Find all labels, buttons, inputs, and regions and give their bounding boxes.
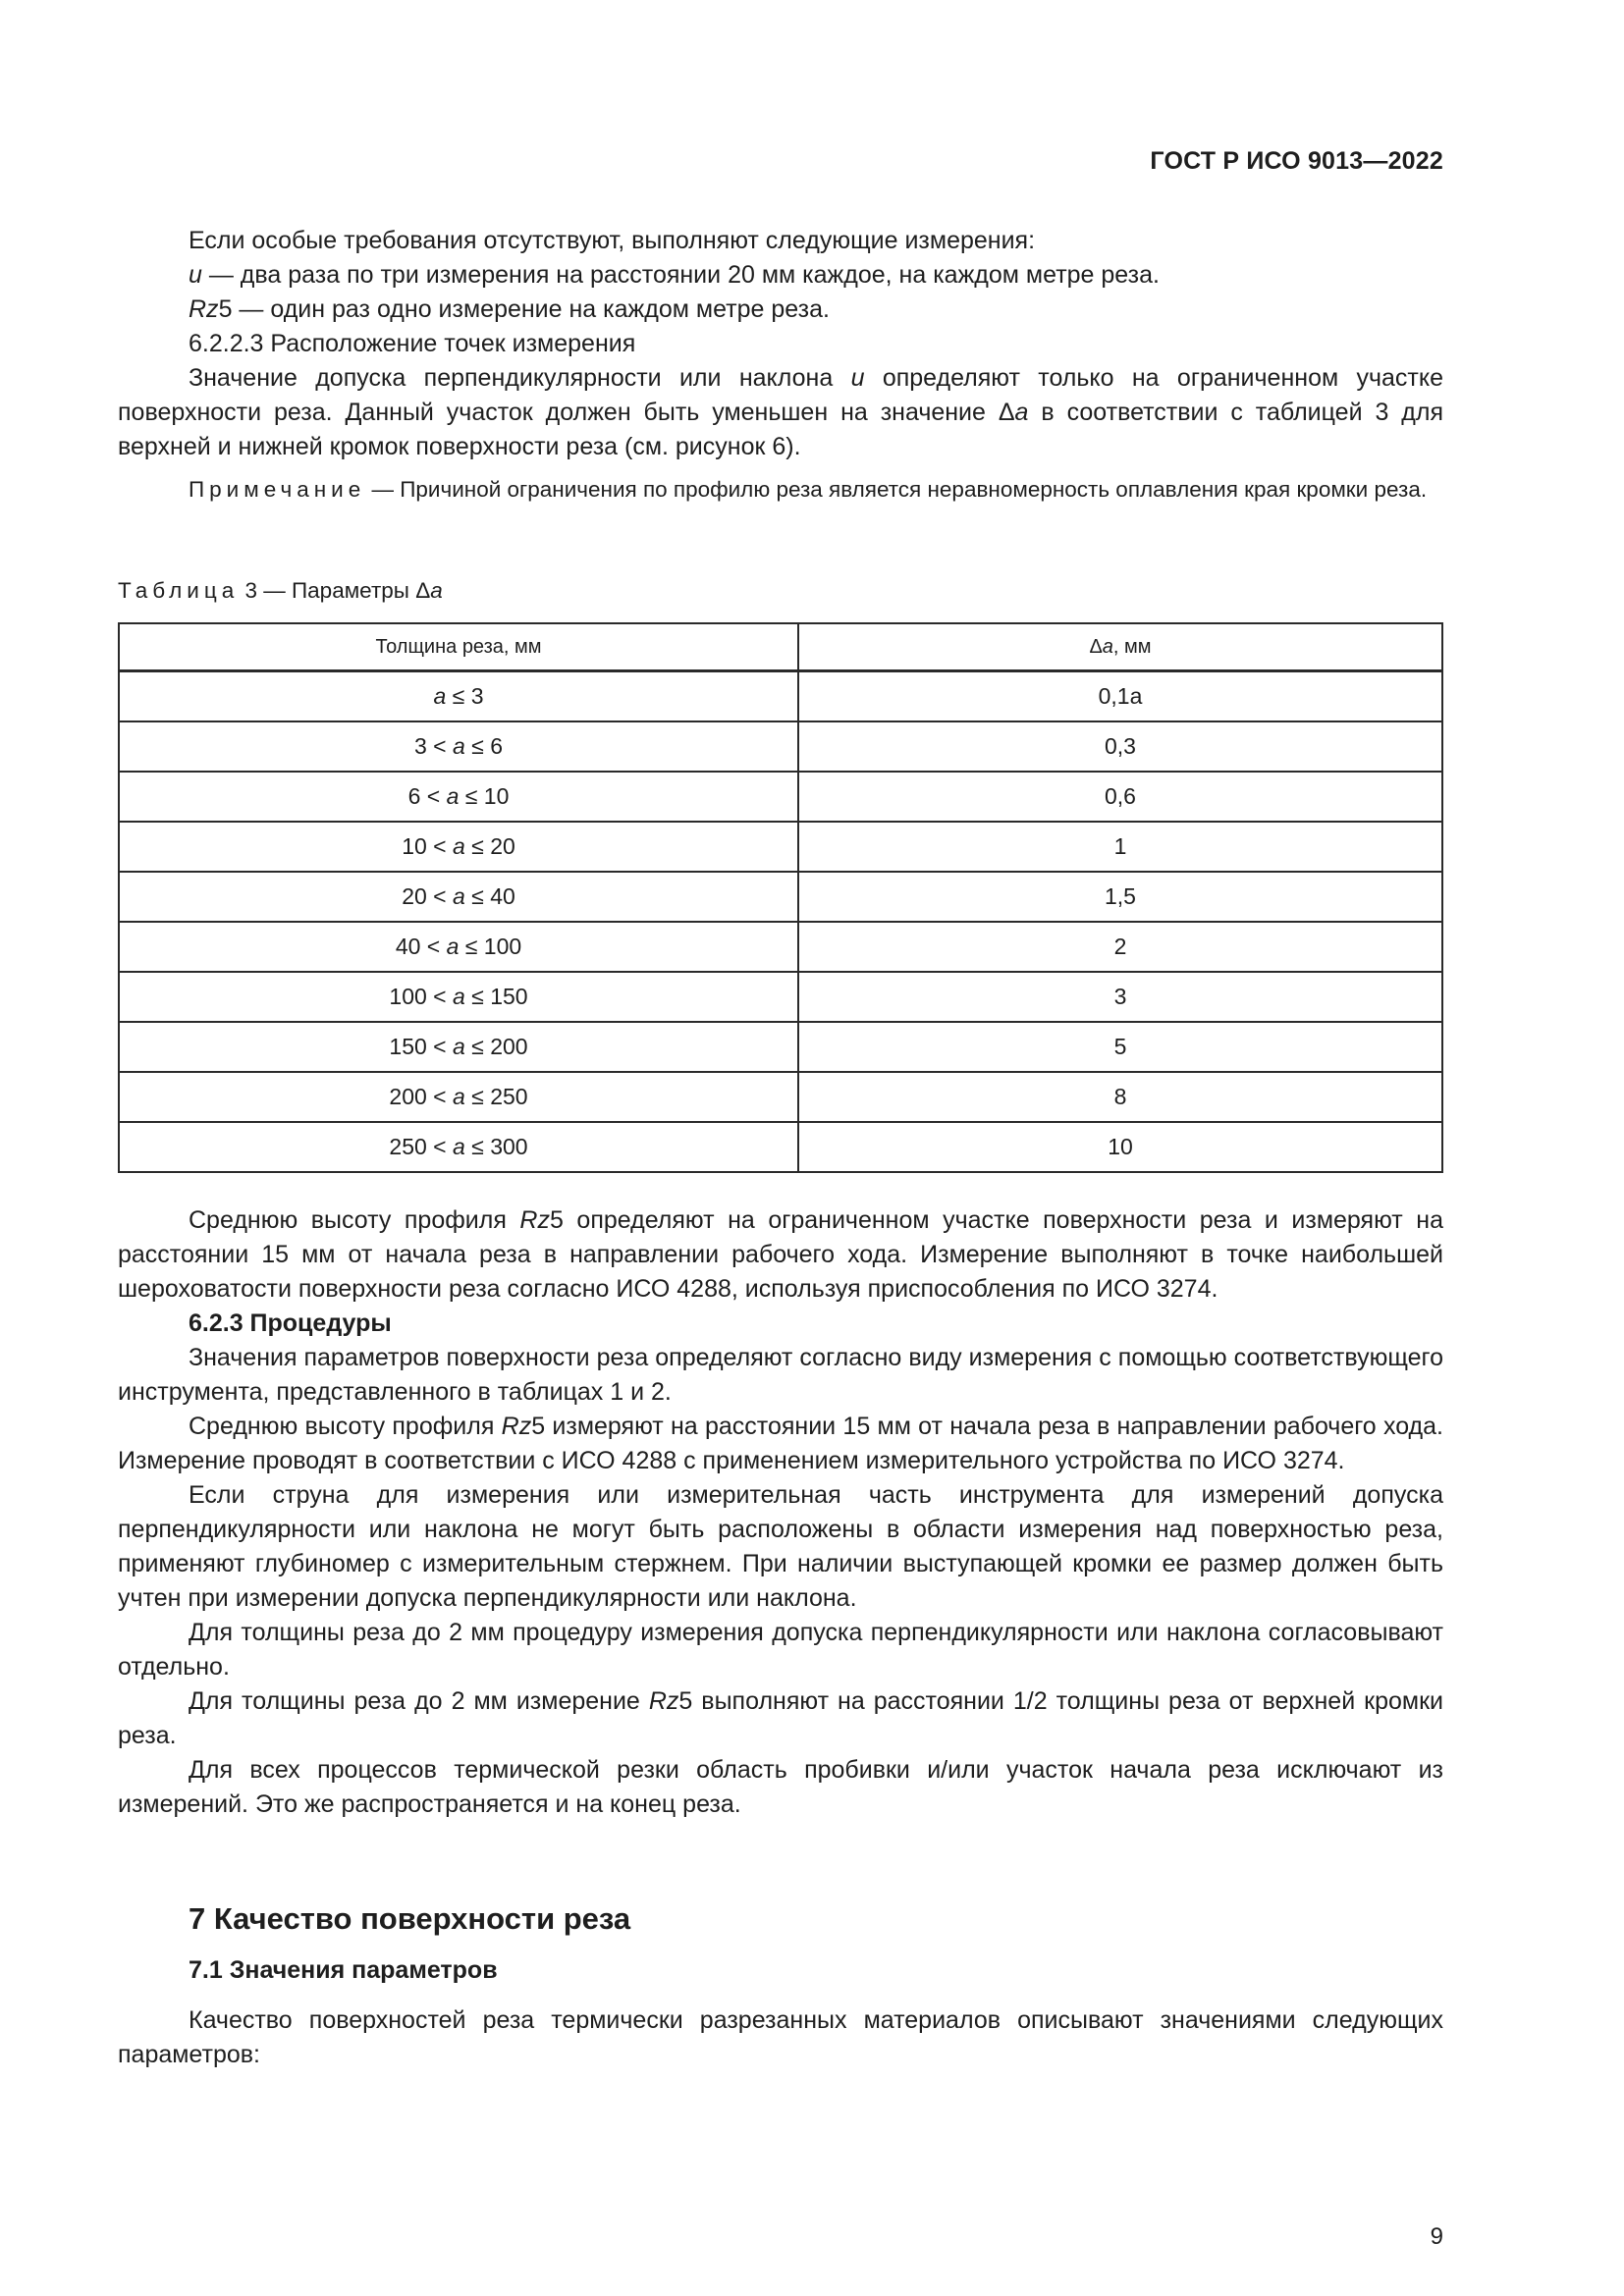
note-label: Примечание bbox=[189, 477, 366, 502]
delta-cell: 1,5 bbox=[798, 872, 1442, 922]
thickness-cell: a ≤ 3 bbox=[119, 671, 798, 722]
tolerance-paragraph: Значение допуска перпендикулярности или наклона u определяют только на ограниченном участке поверхности реза. Данный участок должен быть уменьшен на значение Δa в соответствии с таблицей 3 для верхней и нижней кромок поверхности реза (см. рисунок 6). bbox=[118, 364, 1443, 460]
thickness-cell: 10 < a ≤ 20 bbox=[119, 822, 798, 872]
table-row bbox=[119, 1072, 1442, 1122]
note-paragraph: Примечание — Причиной ограничения по профилю реза является неравномерность оплавления края кромки реза. bbox=[189, 477, 1428, 502]
piercing-exclusion-paragraph: Для всех процессов термической резки область пробивки и/или участок начала реза исключают из измерений. Это же распространяется и на конец реза. bbox=[118, 1756, 1443, 1818]
measurement-rz5-line: Rz5 — один раз одно измерение на каждом метре реза. bbox=[189, 295, 830, 323]
table-row bbox=[119, 1022, 1442, 1072]
thickness-cell: 200 < a ≤ 250 bbox=[119, 1072, 798, 1122]
table-row bbox=[119, 1122, 1442, 1172]
intro-paragraph: Если особые требования отсутствуют, выполняют следующие измерения: bbox=[189, 227, 1036, 254]
rz5-definition-paragraph: Среднюю высоту профиля Rz5 определяют на ограниченном участке поверхности реза и измеряют на расстоянии 15 мм от начала реза в направлении рабочего хода. Измерение выполняют в точке наибольшей шероховатости поверхности реза согласно ИСО 4288, используя приспособления по ИСО 3274. bbox=[118, 1206, 1443, 1303]
page-number: 9 bbox=[1430, 2223, 1443, 2250]
subsection-7-1-heading: 7.1 Значения параметров bbox=[189, 1956, 498, 1984]
table-row bbox=[119, 822, 1442, 872]
table-row bbox=[119, 872, 1442, 922]
body-block bbox=[118, 1203, 1443, 1822]
section-7-paragraph: Качество поверхностей реза термически разрезанных материалов описывают значениями следующих параметров: bbox=[118, 2006, 1443, 2068]
delta-cell: 0,1a bbox=[798, 671, 1442, 722]
delta-cell: 2 bbox=[798, 922, 1442, 972]
symbol-u: u bbox=[189, 261, 202, 289]
delta-cell: 5 bbox=[798, 1022, 1442, 1072]
thickness-cell: 250 < a ≤ 300 bbox=[119, 1122, 798, 1172]
delta-cell: 10 bbox=[798, 1122, 1442, 1172]
subsection-heading-6-2-2-3: 6.2.2.3 Расположение точек измерения bbox=[189, 330, 636, 357]
procedures-paragraph: Значения параметров поверхности реза определяют согласно виду измерения с помощью соответствующего инструмента, представленного в таблицах 1 и 2. bbox=[118, 1344, 1443, 1406]
thickness-cell: 3 < a ≤ 6 bbox=[119, 721, 798, 772]
thickness-cell: 40 < a ≤ 100 bbox=[119, 922, 798, 972]
table-row bbox=[119, 972, 1442, 1022]
measurement-u-line: u — два раза по три измерения на расстоянии 20 мм каждое, на каждом метре реза. bbox=[189, 261, 1160, 289]
thickness-cell: 100 < a ≤ 150 bbox=[119, 972, 798, 1022]
delta-cell: 0,6 bbox=[798, 772, 1442, 822]
thin-cut-rz5-paragraph: Для толщины реза до 2 мм измерение Rz5 выполняют на расстоянии 1/2 толщины реза от верхней кромки реза. bbox=[118, 1687, 1443, 1749]
delta-cell: 8 bbox=[798, 1072, 1442, 1122]
depth-gauge-paragraph: Если струна для измерения или измерительная часть инструмента для измерений допуска перпендикулярности или наклона не могут быть расположены в области измерения над поверхностью реза, применяют глубиномер с измерительным стержнем. При наличии выступающей кромки ее размер должен быть учтен при измерении допуска перпендикулярности или наклона. bbox=[118, 1481, 1443, 1612]
col-header-delta-a: Δa, мм bbox=[798, 623, 1442, 671]
symbol-rz: Rz bbox=[189, 295, 219, 323]
table-row bbox=[119, 922, 1442, 972]
delta-cell: 1 bbox=[798, 822, 1442, 872]
heading-6-2-3: 6.2.3 Процедуры bbox=[189, 1309, 392, 1337]
delta-cell: 0,3 bbox=[798, 721, 1442, 772]
col-header-thickness: Толщина реза, мм bbox=[119, 623, 798, 671]
table-header-row bbox=[119, 623, 1442, 671]
section-7-heading: 7 Качество поверхности реза bbox=[189, 1901, 631, 1936]
parameters-table bbox=[118, 622, 1443, 1173]
section-7-block bbox=[118, 1901, 1443, 2072]
delta-cell: 3 bbox=[798, 972, 1442, 1022]
thin-cut-paragraph: Для толщины реза до 2 мм процедуру измерения допуска перпендикулярности или наклона согласовывают отдельно. bbox=[118, 1619, 1443, 1681]
table-row bbox=[119, 772, 1442, 822]
thickness-cell: 20 < a ≤ 40 bbox=[119, 872, 798, 922]
thickness-cell: 6 < a ≤ 10 bbox=[119, 772, 798, 822]
intro-block bbox=[118, 224, 1443, 464]
table-caption: Таблица 3 — Параметры Δa bbox=[118, 578, 443, 603]
table-row bbox=[119, 721, 1442, 772]
table-row bbox=[119, 671, 1442, 722]
note-block bbox=[118, 474, 1443, 506]
rz5-measure-paragraph: Среднюю высоту профиля Rz5 измеряют на расстоянии 15 мм от начала реза в направлении рабочего хода. Измерение проводят в соответствии с ИСО 4288 с применением измерительного устройства по ИСО 3274. bbox=[118, 1413, 1443, 1474]
document-header: ГОСТ Р ИСО 9013—2022 bbox=[1150, 147, 1443, 175]
thickness-cell: 150 < a ≤ 200 bbox=[119, 1022, 798, 1072]
